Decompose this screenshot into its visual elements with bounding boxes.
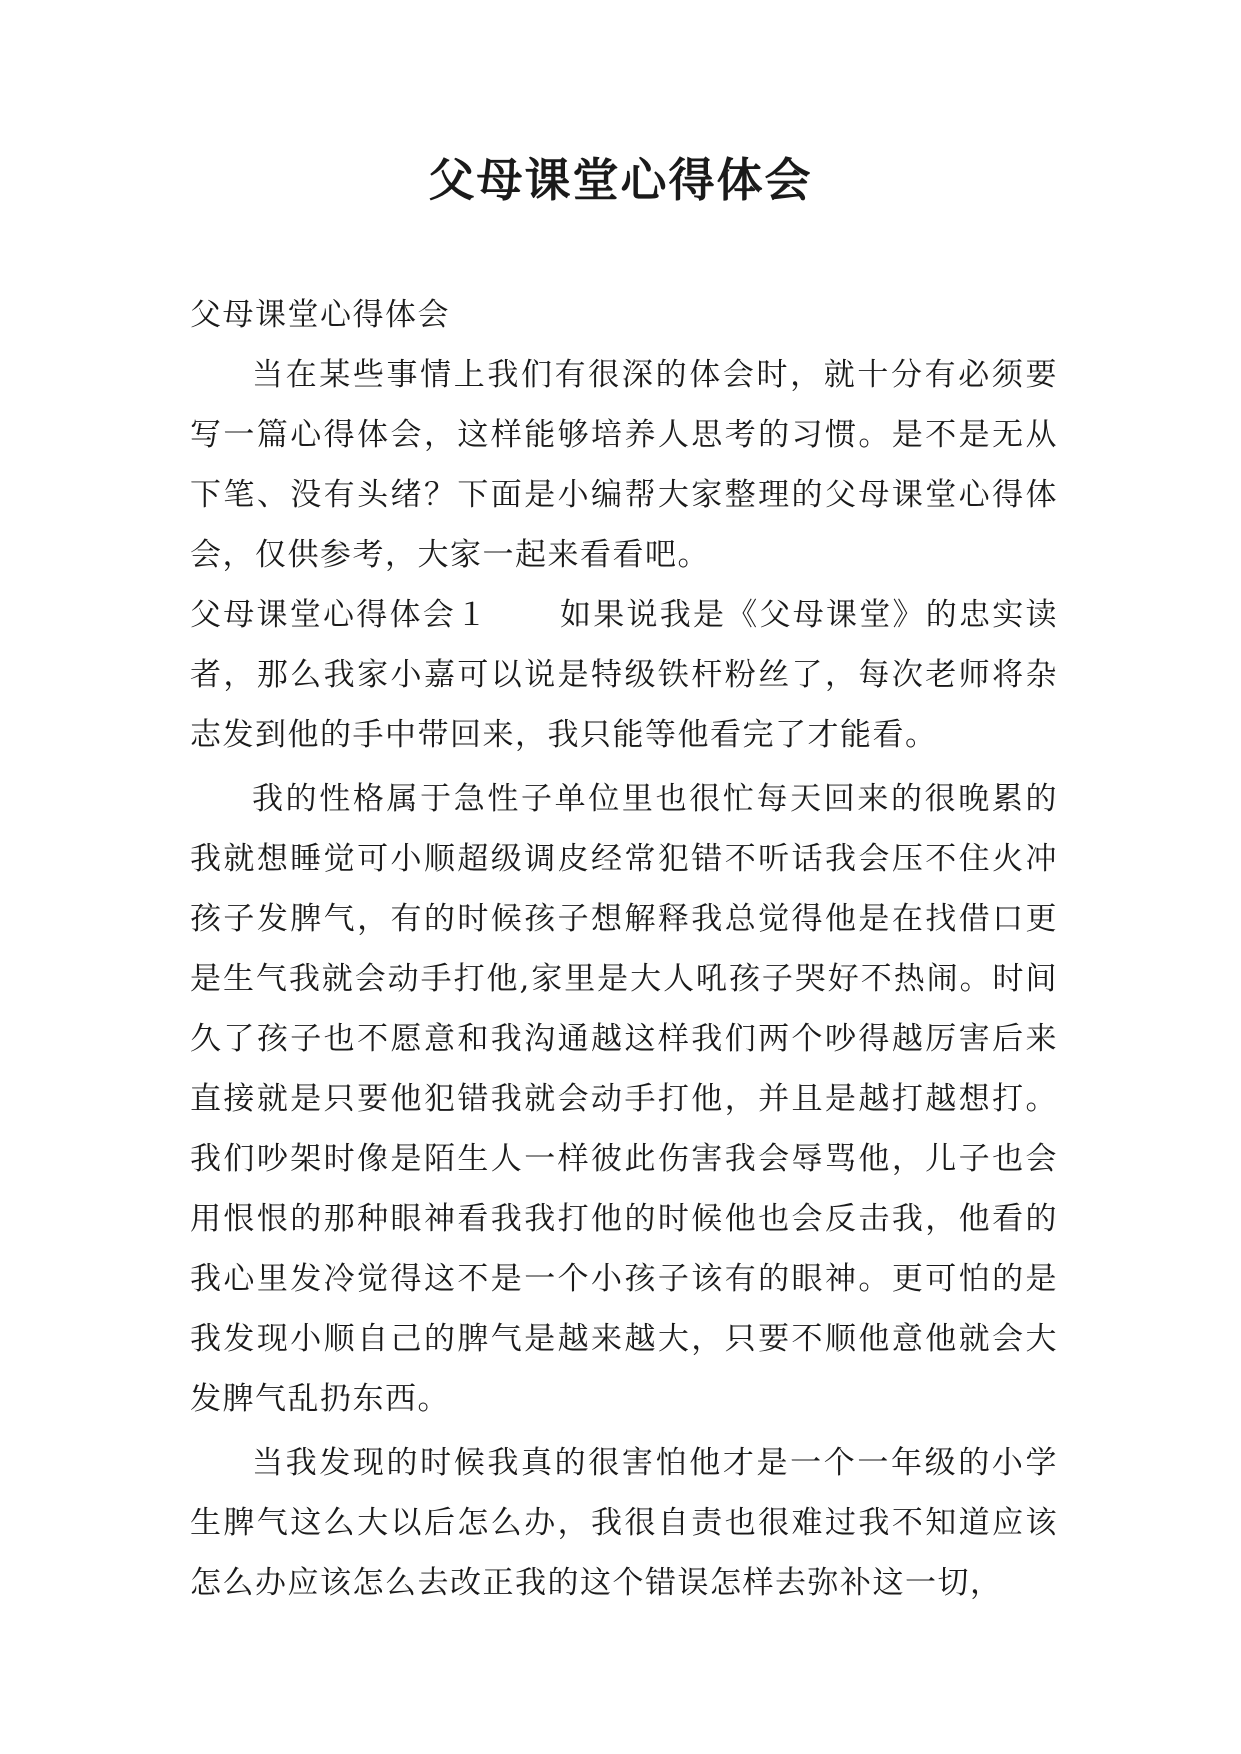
document-title: 父母课堂心得体会 bbox=[428, 153, 813, 207]
intro-paragraph: 当在某些事情上我们有很深的体会时，就十分有必须要写一篇心得体会，这样能够培养人思考的习惯。是不是无从下笔、没有头绪？下面是小编帮大家整理的父母课堂心得体会，仅供参考，大家一起来看看吧。 bbox=[190, 357, 1058, 573]
document-body bbox=[190, 285, 1058, 1613]
document-subtitle: 父母课堂心得体会 bbox=[190, 297, 450, 333]
body-paragraph-2: 我的性格属于急性子单位里也很忙每天回来的很晚累的我就想睡觉可小顺超级调皮经常犯错不听话我会压不住火冲孩子发脾气，有的时候孩子想解释我总觉得他是在找借口更是生气我就会动手打他,家里是大人吼孩子哭好不热闹。时间久了孩子也不愿意和我沟通越这样我们两个吵得越厉害后来直接就是只要他犯错我就会动手打他，并且是越打越想打。我们吵架时像是陌生人一样彼此伤害我会辱骂他，儿子也会用恨恨的那种眼神看我我打他的时候他也会反击我，他看的我心里发冷觉得这不是一个小孩子该有的眼神。更可怕的是我发现小顺自己的脾气是越来越大，只要不顺他意他就会大发脾气乱扔东西。 bbox=[190, 781, 1058, 1417]
section-first-text: 如果说我是《父母课堂》的忠实读者，那么我家小嘉可以说是特级铁杆粉丝了，每次老师将杂志发到他的手中带回来，我只能等他看完了才能看。 bbox=[190, 597, 1058, 753]
section-1-paragraph bbox=[190, 585, 1058, 765]
section-heading: 父母课堂心得体会１ bbox=[190, 597, 490, 633]
body-paragraph-3: 当我发现的时候我真的很害怕他才是一个一年级的小学生脾气这么大以后怎么办，我很自责也很难过我不知道应该怎么办应该怎么去改正我的这个错误怎样去弥补这一切， bbox=[190, 1445, 1058, 1601]
